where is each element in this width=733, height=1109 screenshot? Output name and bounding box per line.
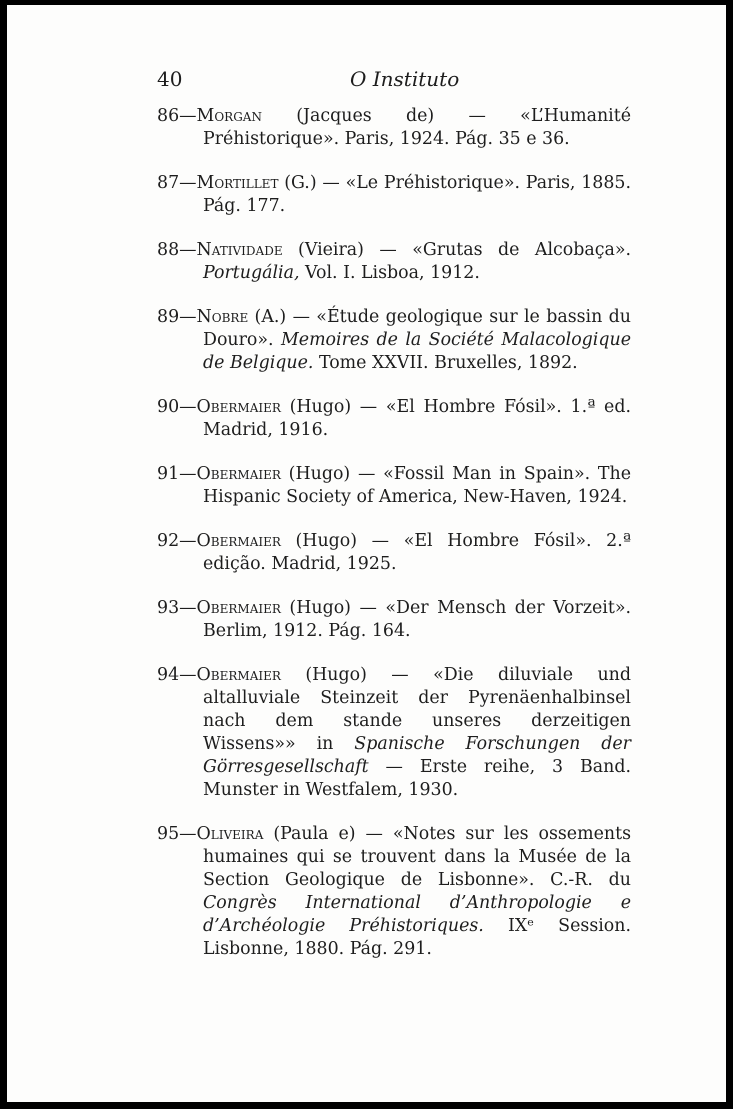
page bbox=[7, 5, 726, 1102]
bibliography-entry bbox=[157, 664, 631, 802]
entry-text: (Hugo) — «El Hombre Fósil». 1.ª ed. Madrid, 1916. bbox=[203, 397, 631, 440]
bibliography-entry bbox=[157, 239, 631, 285]
entry-number: 91 bbox=[157, 464, 180, 484]
entry-author: Morgan bbox=[196, 106, 262, 126]
entry-dash: — bbox=[179, 464, 197, 484]
entry-dash: — bbox=[179, 824, 197, 844]
entry-number: 89 bbox=[157, 307, 180, 327]
entry-italic-text: Congrès International d’Anthropologie e d’Archéologie Préhistoriques. bbox=[203, 893, 631, 936]
entry-author: Obermaier bbox=[196, 397, 281, 417]
page-number: 40 bbox=[157, 67, 183, 91]
entry-text: IXᵉ Session. Lisbonne, 1880. Pág. 291. bbox=[203, 916, 632, 959]
entry-text: (Vieira) — «Grutas de Alcobaça». bbox=[282, 240, 631, 260]
entry-author: Obermaier bbox=[196, 464, 281, 484]
bibliography-entry bbox=[157, 823, 631, 961]
entry-text: Vol. I. Lisboa, 1912. bbox=[299, 263, 480, 283]
entry-number: 93 bbox=[157, 598, 180, 618]
entry-number: 86 bbox=[157, 106, 180, 126]
entry-author: Obermaier bbox=[196, 598, 281, 618]
bibliography-entry bbox=[157, 530, 631, 576]
entry-number: 94 bbox=[157, 665, 180, 685]
running-title: O Instituto bbox=[350, 67, 460, 91]
entry-author: Natividade bbox=[196, 240, 283, 260]
entry-number: 90 bbox=[157, 397, 180, 417]
entry-number: 88 bbox=[157, 240, 180, 260]
entry-author: Obermaier bbox=[196, 665, 281, 685]
page-header bbox=[157, 67, 631, 97]
bibliography-entry bbox=[157, 172, 631, 218]
entry-text: (Hugo) — «Fossil Man in Spain». The Hispanic Society of America, New-Haven, 1924. bbox=[203, 464, 631, 507]
entry-text: (A.) — «Étude geologique sur le bassin du Douro». bbox=[203, 307, 631, 350]
entry-number: 87 bbox=[157, 173, 180, 193]
bibliography-entry bbox=[157, 306, 631, 375]
entry-dash: — bbox=[179, 240, 197, 260]
entry-text: (Jacques de) — «L’Humanité Préhistorique». Paris, 1924. Pág. 35 e 36. bbox=[203, 106, 631, 149]
entry-italic-text: Portugália, bbox=[203, 263, 300, 283]
entry-author: Oliveira bbox=[196, 824, 264, 844]
entry-dash: — bbox=[179, 173, 197, 193]
entry-dash: — bbox=[179, 665, 197, 685]
entry-text: Tome XXVII. Bruxelles, 1892. bbox=[313, 353, 578, 373]
entry-text: (G.) — «Le Préhistorique». Paris, 1885. Pág. 177. bbox=[203, 173, 631, 216]
bibliography-list bbox=[157, 105, 631, 982]
entry-dash: — bbox=[179, 598, 197, 618]
entry-number: 92 bbox=[157, 531, 180, 551]
entry-italic-text: Memoires de la Société Malacologique de Belgique. bbox=[203, 330, 631, 373]
entry-dash: — bbox=[179, 106, 197, 126]
bibliography-entry bbox=[157, 396, 631, 442]
entry-italic-text: Spanische Forschungen der Görresgesellschaft bbox=[203, 734, 631, 777]
bibliography-entry bbox=[157, 597, 631, 643]
entry-author: Nobre bbox=[196, 307, 249, 327]
entry-text: (Hugo) — «El Hombre Fósil». 2.ª edição. Madrid, 1925. bbox=[203, 531, 631, 574]
entry-dash: — bbox=[179, 397, 197, 417]
entry-author: Obermaier bbox=[196, 531, 281, 551]
bibliography-entry bbox=[157, 463, 631, 509]
entry-text: (Paula e) — «Notes sur les ossements humaines qui se trouvent dans la Musée de la Section Geologique de Lisbonne». C.-R. du bbox=[203, 824, 631, 890]
bibliography-entry bbox=[157, 105, 631, 151]
entry-text: — Erste reihe, 3 Band. Munster in Westfalem, 1930. bbox=[203, 757, 631, 800]
entry-text: (Hugo) — «Die diluviale und altalluviale Steinzeit der Pyrenäenhalbinsel nach dem stande unseres derzeitigen Wissens»» in bbox=[203, 665, 631, 754]
entry-author: Mortillet bbox=[196, 173, 279, 193]
entry-dash: — bbox=[179, 531, 197, 551]
entry-dash: — bbox=[179, 307, 197, 327]
entry-text: (Hugo) — «Der Mensch der Vorzeit». Berlim, 1912. Pág. 164. bbox=[203, 598, 631, 641]
entry-number: 95 bbox=[157, 824, 180, 844]
